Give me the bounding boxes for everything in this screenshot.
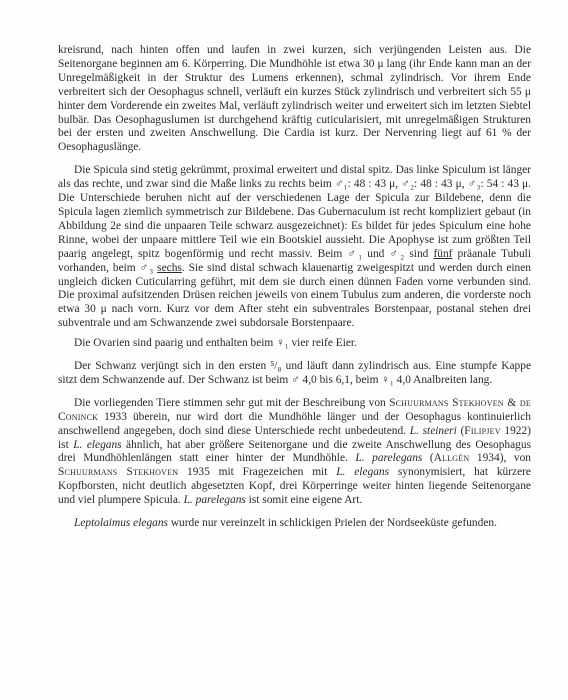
paragraph (58, 397, 531, 508)
paragraph-gap (58, 351, 531, 360)
text-segment: . Sie sind distal schwach klauenartig zweigespitzt und werden durch einen ungleich dicken Cuticularring geführt, mit dem sie durch einen dünnen Faden vorne verbunden sind. Die proximal aufsitzenden Drüsen reichen jeweils von einem Tubulus zum anderen, die vorderste noch etwa 30 μ nach vorn. Kurz vor dem After steht ein subventrales Borstenpaar, postanal stehen drei subventrale und am Schwanzende zwei subdorsale Borstenpaare. (58, 261, 532, 330)
text-segment: Die Ovarien sind paarig und enthalten beim ♀₁ vier reife Eier. (74, 337, 357, 350)
text-segment: L. steineri (409, 424, 457, 437)
text-segment: ist somit eine eigene Art. (245, 494, 363, 507)
text-segment: ähnlich, hat aber größere Seitenorgane und die zweite Anschwellung des Oesophagus drei Mundhöhlenlängen statt einer hinter der Mundhöhle. (58, 438, 531, 465)
paragraph (58, 517, 531, 531)
text-segment: wurde nur vereinzelt in schlickigen Prielen der Nordseeküste gefunden. (167, 517, 497, 530)
text-segment: synonymisiert, hat kürzere Kopfborsten, nicht deutlich abgesetzten Kopf, drei Körperringe weiter hinten liegende Seitenorgane und viel plumpere Spicula. (58, 466, 531, 507)
text-segment: präanale Tubuli vorhanden, beim ♂₃ (58, 247, 531, 274)
text-segment: Die vorliegenden Tiere stimmen sehr gut mit der Beschreibung von (74, 396, 390, 409)
text-segment: Der Schwanz verjüngt sich in den ersten ⁵/₈ und läuft dann zylindrisch aus. Eine stumpfe Kappe sitzt dem Schwanzende auf. Der Schwanz ist beim ♂ 4,0 bis 6,1, beim ♀₁ 4,0 Analbreiten lang. (58, 360, 531, 386)
text-segment: Allgén (433, 452, 470, 465)
paragraph-gap (58, 155, 531, 164)
text-segment: L. parelegans (355, 452, 423, 465)
text-segment: L. parelegans (183, 494, 246, 507)
text-segment: L. elegans (336, 466, 390, 479)
paragraph (58, 44, 531, 155)
paragraph (58, 337, 531, 351)
text-segment: fünf (433, 247, 453, 260)
text-segment: Schuurmans Stekhoven (58, 466, 179, 479)
text-segment: Die Spicula sind stetig gekrümmt, proximal erweitert und distal spitz. Das linke Spiculum ist länger als das rechte, und zwar sind die Maße links zu rechts beim ♂₁: 48 : 43 μ, ♂₂: 48 : 43 μ, ♂₃: 54 : 43 μ. Die Unterschiede beruhen nicht auf der verschiedenen Lage der Spicula zur Bildebene, denn die Spicula lagen ziemlich symmetrisch zur Bildebene. Das Gubernaculum ist recht kompliziert gebaut (in Abbildung 2e sind die unpaaren Teile schwarz ausgezeichnet): Es bildet für jedes Spiculum eine hohe Rinne, wobei der unpaare mittlere Teil wie ein Bootskiel aussieht. Die Apophyse ist zum größten Teil paarig angelegt, spitz bogenförmig und recht massiv. Beim ♂₁ und ♂₂ sind (58, 164, 531, 260)
paragraph (58, 360, 531, 388)
text-segment: ( (456, 424, 465, 437)
text-segment: Schuurmans Stekhoven & de Coninck (58, 396, 531, 423)
text-segment: L. elegans (73, 438, 122, 451)
text-segment: Filipjev (464, 424, 501, 437)
paragraph-gap (58, 388, 531, 397)
text-segment: 1934), von (469, 452, 531, 465)
text-segment: 1933 überein, nur wird dort die Mundhöhle länger und der Oesophagus kontinuierlich anschwellend angegeben, doch sind diese Unterschiede recht unbedeutend. (58, 410, 531, 437)
text-segment: kreisrund, nach hinten offen und laufen in zwei kurzen, sich verjüngenden Leisten aus. Die Seitenorgane beginnen am 6. Körperring. Die Mundhöhle ist etwa 30 μ lang (ihr Ende kann man an der Unregelmäßigkeit in der Struktur des Lumens erkennen), schmal zylindrisch. Vor ihrem Ende verbreitert sich der Oesophagus schnell, verläuft ein kurzes Stück zylindrisch und verbreitert sich 55 μ hinter dem Vorderende ein zweites Mal, verläuft zylindrisch weiter und erweitert sich im letzten Siebtel bulbär. Das Oesophaguslumen ist durchgehend kräftig cuticularisiert, mit unregelmäßigen Strukturen bei der ersten und zweiten Anschwellung. Die Cardia ist kurz. Der Nervenring liegt auf 61 % der Oesophaguslänge. (58, 44, 531, 154)
text-segment: sechs (157, 261, 182, 274)
text-segment: 1935 mit Fragezeichen mit (178, 466, 337, 479)
text-segment: 1922) ist (58, 424, 531, 451)
paragraph (58, 164, 531, 331)
text-segment: ( (422, 452, 434, 465)
text-segment: Leptolaimus elegans (74, 517, 168, 530)
paragraph-gap (58, 508, 531, 517)
document-body (58, 44, 531, 531)
